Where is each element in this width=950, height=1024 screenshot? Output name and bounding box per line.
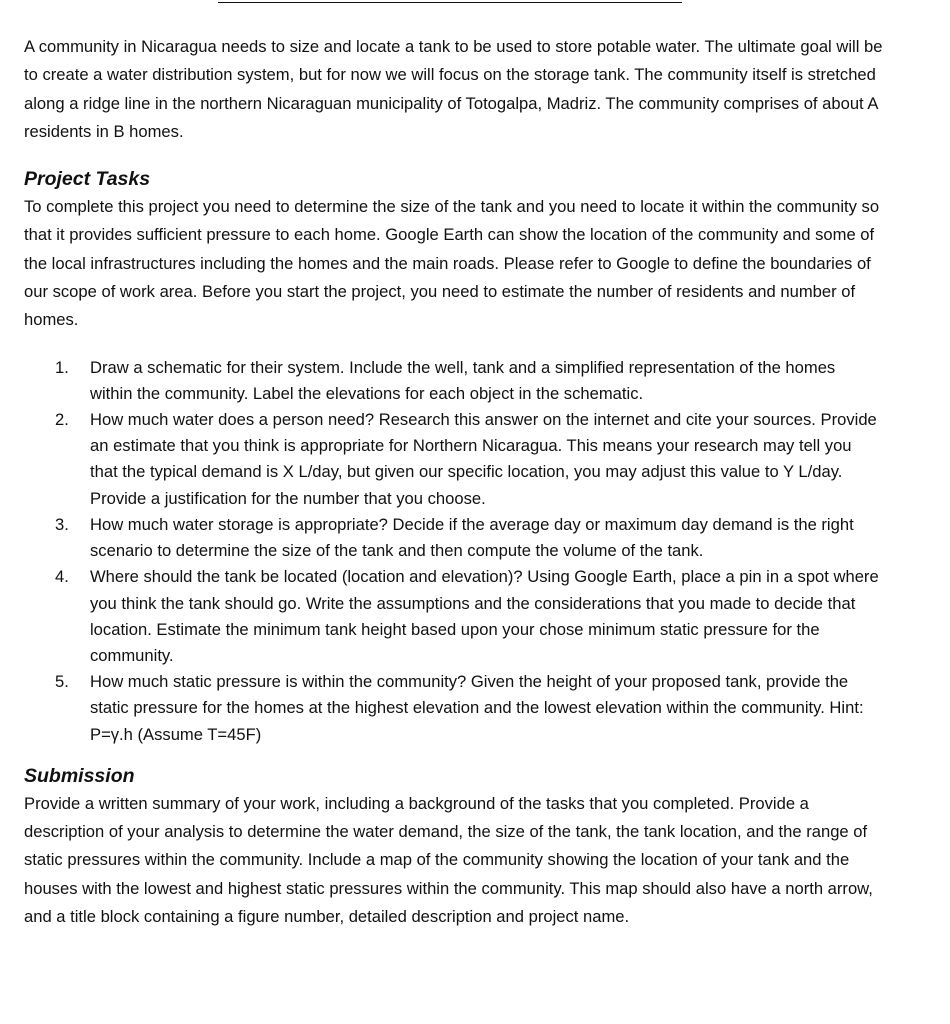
task-number: 5. [55,672,69,692]
submission-heading: Submission [24,764,135,787]
task-item-4 [24,564,880,669]
task-number: 1. [55,357,69,377]
task-text: Draw a schematic for their system. Include the well, tank and a simplified representation of the homes within the community. Label the elevations for each object in the schematic. [90,357,836,403]
project-tasks-heading: Project Tasks [24,168,151,191]
document-body [24,33,884,931]
task-item-1 [24,355,880,407]
task-text: How much water does a person need? Research this answer on the internet and cite your sources. Provide an estimate that you think is appropriate for Northern Nicaragua. This means your research may tell you that the typical demand is X L/day, but given our specific location, you may adjust this value to Y L/day. Provide a justification for the number that you choose. [90,410,877,508]
submission-paragraph: Provide a written summary of your work, including a background of the tasks that you completed. Provide a description of your analysis to determine the water demand, the size of the tank, the tank location, and the range of static pressures within the community. Include a map of the community showing the location of your tank and the houses with the lowest and highest static pressures within the community. This map should also have a north arrow, and a title block containing a figure number, detailed description and project name. [24,793,873,926]
project-tasks-paragraph: To complete this project you need to determine the size of the tank and you need to locate it within the community so that it provides sufficient pressure to each home. Google Earth can show the location of the community and some of the local infrastructures including the homes and the main roads. Please refer to Google to define the boundaries of our scope of work area. Before you start the project, you need to estimate the number of residents and number of homes. [24,197,880,330]
task-text: Where should the tank be located (location and elevation)? Using Google Earth, place a pin in a spot where you think the tank should go. Write the assumptions and the considerations that you made to decide that location. Estimate the minimum tank height based upon your chose minimum static pressure for the community. [90,567,879,665]
task-item-3 [24,512,880,564]
task-number: 2. [55,410,69,430]
intro-paragraph: A community in Nicaragua needs to size and locate a tank to be used to store potable water. The ultimate goal will be to create a water distribution system, but for now we will focus on the storage tank. The community itself is stretched along a ridge line in the northern Nicaraguan municipality of Totogalpa, Madriz. The community comprises of about A residents in B homes. [24,37,883,141]
task-number: 3. [55,514,69,534]
task-item-2 [24,407,880,512]
task-text: How much static pressure is within the community? Given the height of your proposed tank, provide the static pressure for the homes at the highest elevation and the lowest elevation within the community. Hint: P=γ.h (Assume T=45F) [90,672,864,744]
task-item-5 [24,669,880,748]
task-number: 4. [55,567,69,587]
title-underline [218,2,682,3]
task-list [24,355,884,748]
task-text: How much water storage is appropriate? Decide if the average day or maximum day demand is the right scenario to determine the size of the tank and then compute the volume of the tank. [90,514,854,561]
